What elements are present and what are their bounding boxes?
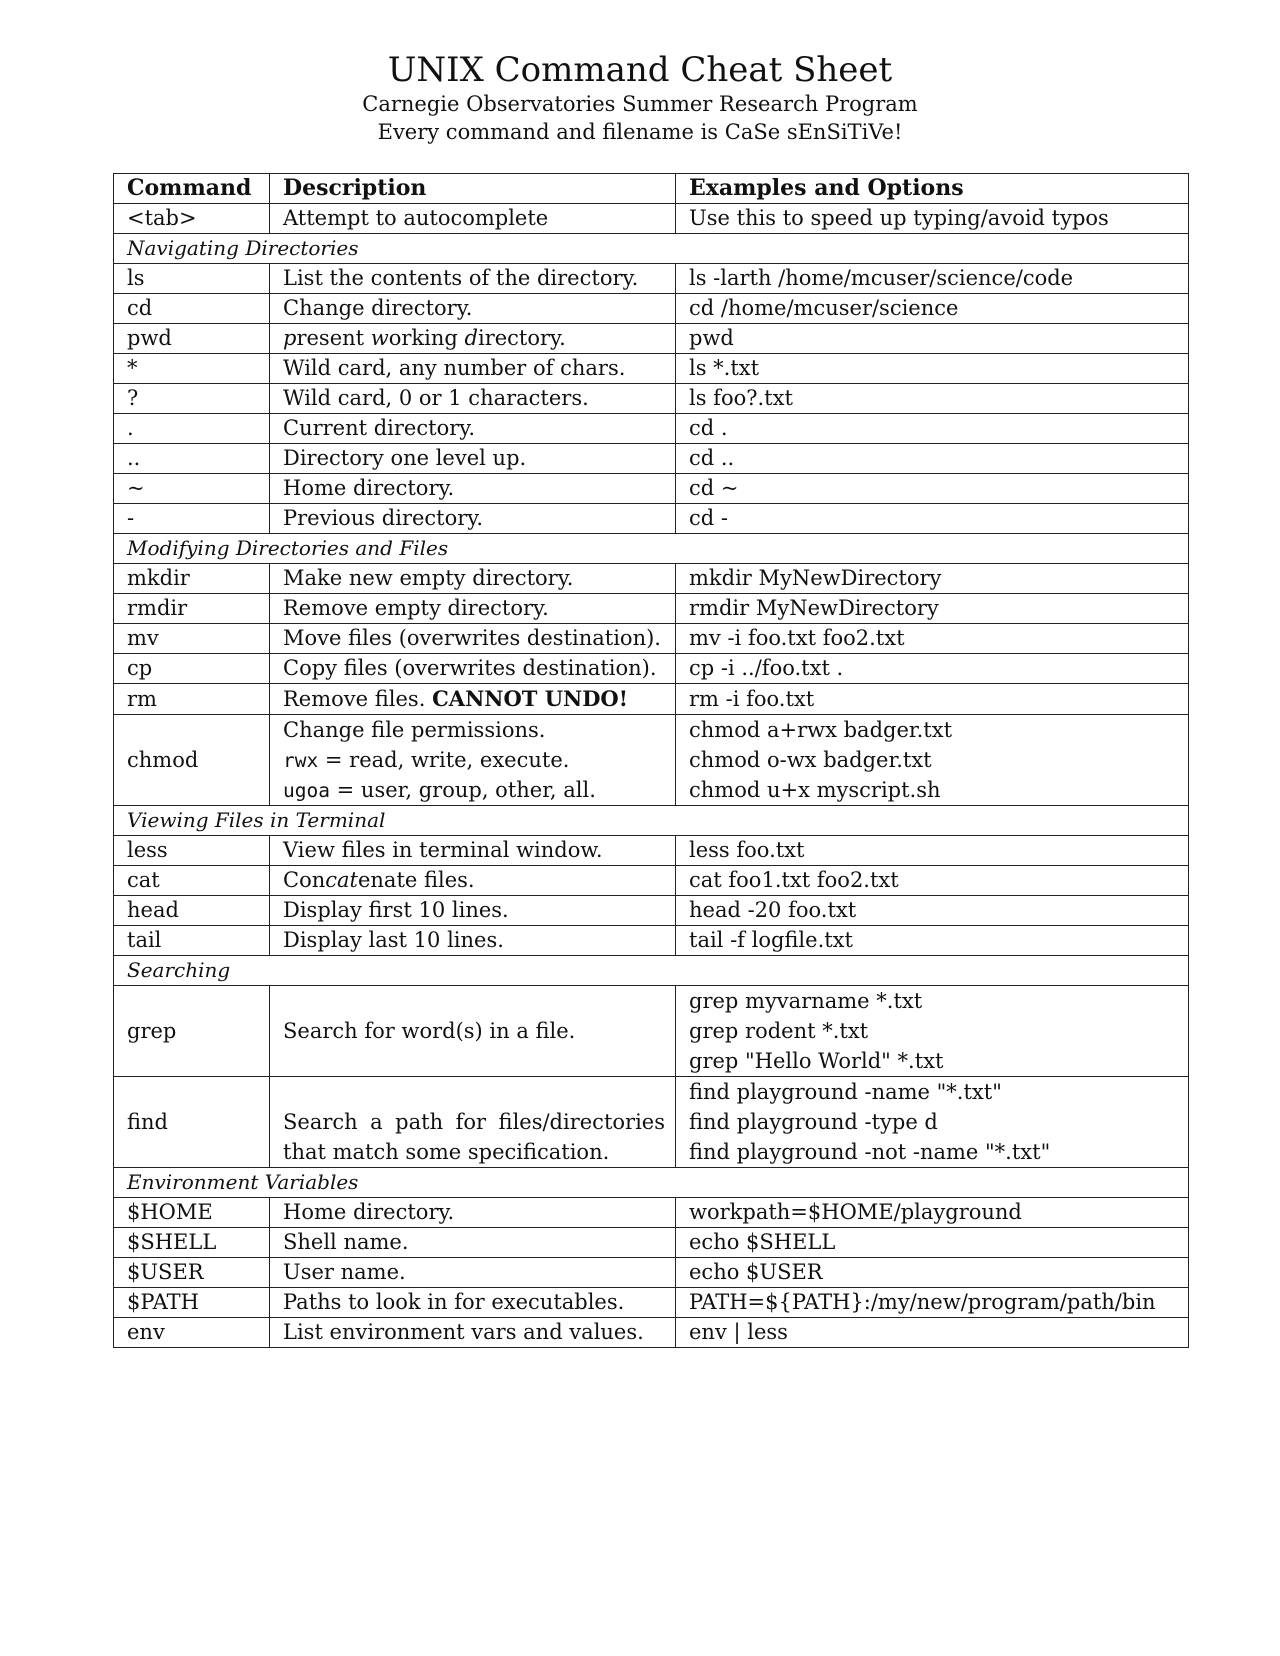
table-row [114, 926, 1189, 956]
description-cell: Paths to look in for executables. [270, 1288, 676, 1318]
example-cell: cd ~ [676, 474, 1189, 504]
command-cell: rmdir [114, 594, 270, 624]
example-cell: rmdir MyNewDirectory [676, 594, 1189, 624]
command-cell: * [114, 354, 270, 384]
description-cell: Home directory. [270, 474, 676, 504]
page-subtitle: Carnegie Observatories Summer Research Program [362, 92, 918, 116]
table-row [114, 354, 1189, 384]
example-cell: cp -i ../foo.txt . [676, 654, 1189, 684]
table-row [114, 1288, 1189, 1318]
section-row-environment [114, 1168, 1189, 1198]
example-cell: echo $SHELL [676, 1228, 1189, 1258]
table-row [114, 654, 1189, 684]
table-row [114, 564, 1189, 594]
section-title: Viewing Files in Terminal [114, 806, 1189, 836]
command-cell: head [114, 896, 270, 926]
example-cell: env | less [676, 1318, 1189, 1348]
section-row-viewing [114, 806, 1189, 836]
emphasis-p: p [283, 326, 297, 350]
command-cell: <tab> [114, 204, 270, 234]
section-row-modifying [114, 534, 1189, 564]
column-header-command: Command [114, 174, 270, 204]
description-cell: Previous directory. [270, 504, 676, 534]
table-row [114, 1198, 1189, 1228]
cannot-undo-warning: CANNOT UNDO! [432, 686, 628, 711]
command-cell: tail [114, 926, 270, 956]
table-row [114, 444, 1189, 474]
description-cell: Concatenate files. [270, 866, 676, 896]
table-row [114, 594, 1189, 624]
example-cell: cd . [676, 414, 1189, 444]
command-cell: $PATH [114, 1288, 270, 1318]
command-cell: find [114, 1077, 270, 1168]
example-cell: workpath=$HOME/playground [676, 1198, 1189, 1228]
command-cell: cp [114, 654, 270, 684]
example-cell: cd /home/mcuser/science [676, 294, 1189, 324]
case-sensitivity-note: Every command and filename is CaSe sEnSiTiVe! [377, 120, 903, 144]
table-row [114, 896, 1189, 926]
table-header-row [114, 174, 1189, 204]
description-cell: View files in terminal window. [270, 836, 676, 866]
description-cell: Current directory. [270, 414, 676, 444]
command-cell: chmod [114, 715, 270, 806]
description-cell: Make new empty directory. [270, 564, 676, 594]
example-cell: ls foo?.txt [676, 384, 1189, 414]
table-row [114, 204, 1189, 234]
table-row [114, 866, 1189, 896]
description-cell: present working directory. [270, 324, 676, 354]
table-row [114, 836, 1189, 866]
description-cell: Attempt to autocomplete [270, 204, 676, 234]
command-cell: rm [114, 684, 270, 715]
table-row [114, 624, 1189, 654]
command-cell: mkdir [114, 564, 270, 594]
example-cell: mkdir MyNewDirectory [676, 564, 1189, 594]
description-cell: Remove files. CANNOT UNDO! [270, 684, 676, 715]
section-row-searching [114, 956, 1189, 986]
section-row-navigating [114, 234, 1189, 264]
command-cell: pwd [114, 324, 270, 354]
description-cell: Change directory. [270, 294, 676, 324]
column-header-examples: Examples and Options [676, 174, 1189, 204]
command-cell: $SHELL [114, 1228, 270, 1258]
table-row [114, 504, 1189, 534]
table-row [114, 264, 1189, 294]
example-cell: ls *.txt [676, 354, 1189, 384]
example-cell: PATH=${PATH}:/my/new/program/path/bin [676, 1288, 1189, 1318]
description-cell: Change file permissions. rwx = read, write, execute. ugoa = user, group, other, all. [270, 715, 676, 806]
command-cell: $USER [114, 1258, 270, 1288]
description-cell: Remove empty directory. [270, 594, 676, 624]
command-cell: cat [114, 866, 270, 896]
emphasis-w: w [370, 326, 389, 350]
command-cell: ls [114, 264, 270, 294]
example-cell: chmod a+rwx badger.txt chmod o-wx badger.txt chmod u+x myscript.sh [676, 715, 1189, 806]
command-cell: $HOME [114, 1198, 270, 1228]
example-cell: pwd [676, 324, 1189, 354]
description-cell: Move files (overwrites destination). [270, 624, 676, 654]
example-cell: echo $USER [676, 1258, 1189, 1288]
command-cell: cd [114, 294, 270, 324]
example-cell: cat foo1.txt foo2.txt [676, 866, 1189, 896]
description-cell: Directory one level up. [270, 444, 676, 474]
description-cell: Display last 10 lines. [270, 926, 676, 956]
example-cell: cd .. [676, 444, 1189, 474]
table-row [114, 1258, 1189, 1288]
command-cell: less [114, 836, 270, 866]
description-cell: User name. [270, 1258, 676, 1288]
command-cell: - [114, 504, 270, 534]
example-cell: head -20 foo.txt [676, 896, 1189, 926]
description-cell: List environment vars and values. [270, 1318, 676, 1348]
command-cell: ? [114, 384, 270, 414]
table-row [114, 384, 1189, 414]
example-cell: tail -f logfile.txt [676, 926, 1189, 956]
description-cell: Wild card, 0 or 1 characters. [270, 384, 676, 414]
table-row [114, 1228, 1189, 1258]
command-cell: grep [114, 986, 270, 1077]
description-cell: Wild card, any number of chars. [270, 354, 676, 384]
table-row [114, 1318, 1189, 1348]
section-title: Modifying Directories and Files [114, 534, 1189, 564]
example-cell: grep myvarname *.txt grep rodent *.txt grep "Hello World" *.txt [676, 986, 1189, 1077]
example-cell: ls -larth /home/mcuser/science/code [676, 264, 1189, 294]
emphasis-cat: cat [325, 868, 358, 892]
description-cell: Search a path for files/directories that match some specification. [270, 1077, 676, 1168]
example-cell: find playground -name "*.txt" find playground -type d find playground -not -name "*.txt" [676, 1077, 1189, 1168]
section-title: Searching [114, 956, 1189, 986]
table-row-chmod [114, 715, 1189, 806]
table-row-grep [114, 986, 1189, 1077]
table-row [114, 684, 1189, 715]
section-title: Navigating Directories [114, 234, 1189, 264]
command-cell: ~ [114, 474, 270, 504]
section-title: Environment Variables [114, 1168, 1189, 1198]
command-cell: .. [114, 444, 270, 474]
example-cell: less foo.txt [676, 836, 1189, 866]
table-row [114, 474, 1189, 504]
description-cell: Display first 10 lines. [270, 896, 676, 926]
example-cell: mv -i foo.txt foo2.txt [676, 624, 1189, 654]
table-row [114, 294, 1189, 324]
description-cell: Home directory. [270, 1198, 676, 1228]
command-cell: mv [114, 624, 270, 654]
command-cell: . [114, 414, 270, 444]
page-title: UNIX Command Cheat Sheet [387, 50, 893, 90]
description-cell: Search for word(s) in a file. [270, 986, 676, 1077]
example-cell: cd - [676, 504, 1189, 534]
column-header-description: Description [270, 174, 676, 204]
description-cell: Shell name. [270, 1228, 676, 1258]
emphasis-d: d [464, 326, 478, 350]
table-row-find [114, 1077, 1189, 1168]
example-cell: rm -i foo.txt [676, 684, 1189, 715]
description-cell: List the contents of the directory. [270, 264, 676, 294]
description-cell: Copy files (overwrites destination). [270, 654, 676, 684]
table-row [114, 324, 1189, 354]
example-cell: Use this to speed up typing/avoid typos [676, 204, 1189, 234]
command-cell: env [114, 1318, 270, 1348]
table-row [114, 414, 1189, 444]
command-table [113, 173, 1189, 1348]
